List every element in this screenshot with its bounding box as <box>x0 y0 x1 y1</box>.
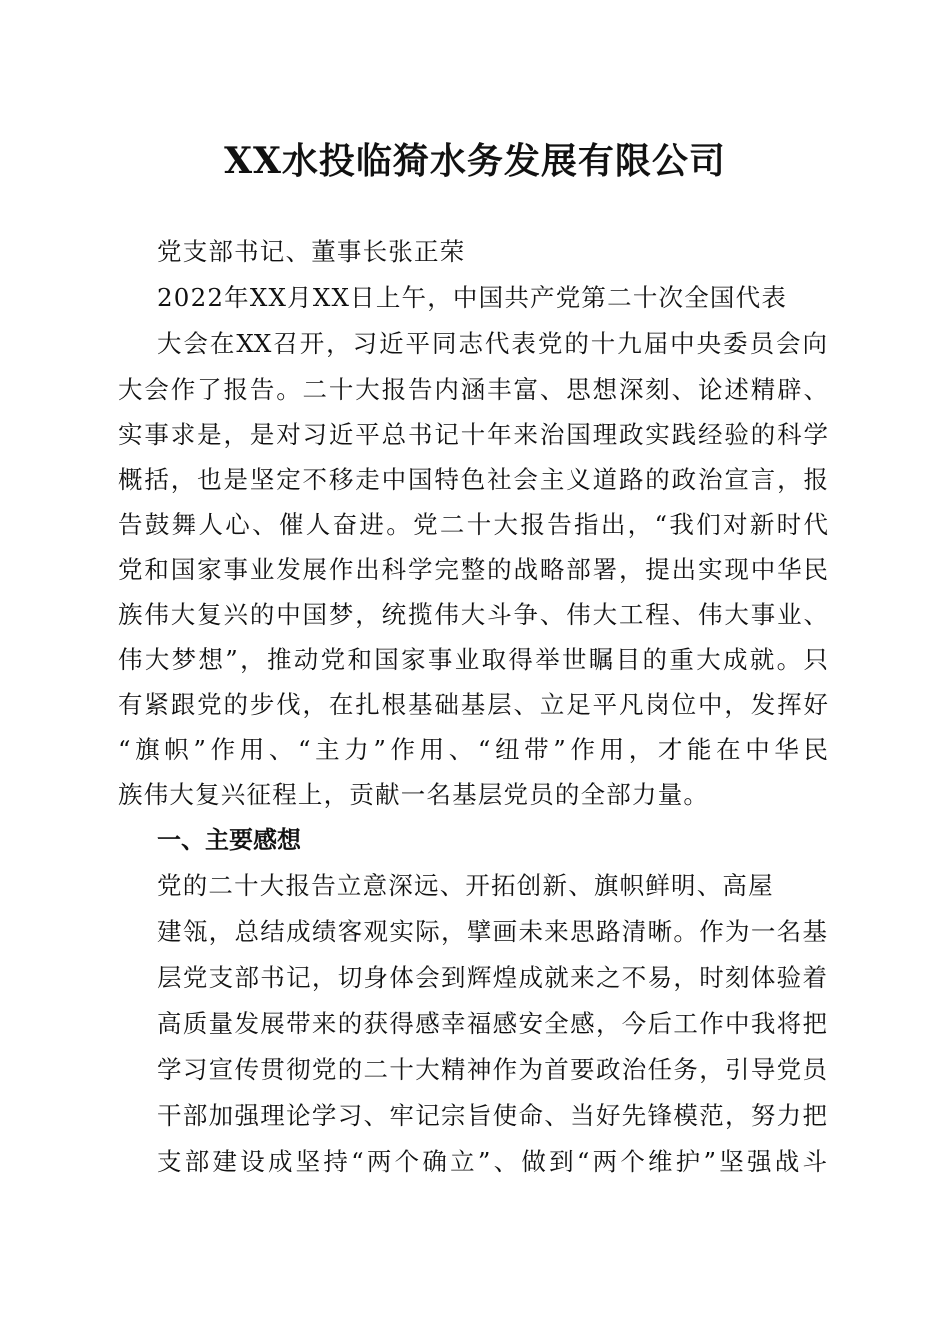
author-line: 党支部书记、董事长张正荣 <box>157 237 466 266</box>
paragraph-line: “旗帜”作用、“主力”作用、“纽带”作用，才能在中华民 <box>118 735 828 764</box>
section-heading: 一、主要感想 <box>157 826 301 854</box>
paragraph-line: 2022年XX月XX日上午，中国共产党第二十次全国代表 <box>157 283 788 312</box>
paragraph-line: 伟大梦想”，推动党和国家事业取得举世瞩目的重大成就。只 <box>118 645 828 674</box>
paragraph-line: 大会作了报告。二十大报告内涵丰富、思想深刻、论述精辟、 <box>118 375 828 404</box>
paragraph-line: 实事求是，是对习近平总书记十年来治国理政实践经验的科学 <box>118 420 828 449</box>
paragraph-line: 建瓴，总结成绩客观实际，擘画未来思路清晰。作为一名基 <box>157 917 827 946</box>
paragraph-line: 党和国家事业发展作出科学完整的战略部署，提出实现中华民 <box>118 555 828 584</box>
paragraph-line: 概括，也是坚定不移走中国特色社会主义道路的政治宣言，报 <box>118 465 828 494</box>
paragraph-line: 干部加强理论学习、牢记宗旨使命、当好先锋模范，努力把 <box>157 1101 827 1130</box>
paragraph-line: 族伟大复兴的中国梦，统揽伟大斗争、伟大工程、伟大事业、 <box>118 600 828 629</box>
paragraph-line: 族伟大复兴征程上，贡献一名基层党员的全部力量。 <box>118 780 710 809</box>
paragraph-line: 层党支部书记，切身体会到辉煌成就来之不易，时刻体验着 <box>157 963 827 992</box>
document-title: XX水投临猗水务发展有限公司 <box>224 140 726 182</box>
paragraph-line: 大会在XX召开，习近平同志代表党的十九届中央委员会向 <box>157 329 827 358</box>
paragraph-line: 告鼓舞人心、催人奋进。党二十大报告指出，“我们对新时代 <box>118 510 828 539</box>
paragraph-line: 党的二十大报告立意深远、开拓创新、旗帜鲜明、高屋 <box>157 871 774 900</box>
paragraph-line: 支部建设成坚持“两个确立”、做到“两个维护”坚强战斗 <box>157 1147 827 1176</box>
paragraph-line: 学习宣传贯彻党的二十大精神作为首要政治任务，引导党员 <box>157 1055 827 1084</box>
paragraph-line: 有紧跟党的步伐，在扎根基础基层、立足平凡岗位中，发挥好 <box>118 690 828 719</box>
paragraph-line: 高质量发展带来的获得感幸福感安全感，今后工作中我将把 <box>157 1009 827 1038</box>
